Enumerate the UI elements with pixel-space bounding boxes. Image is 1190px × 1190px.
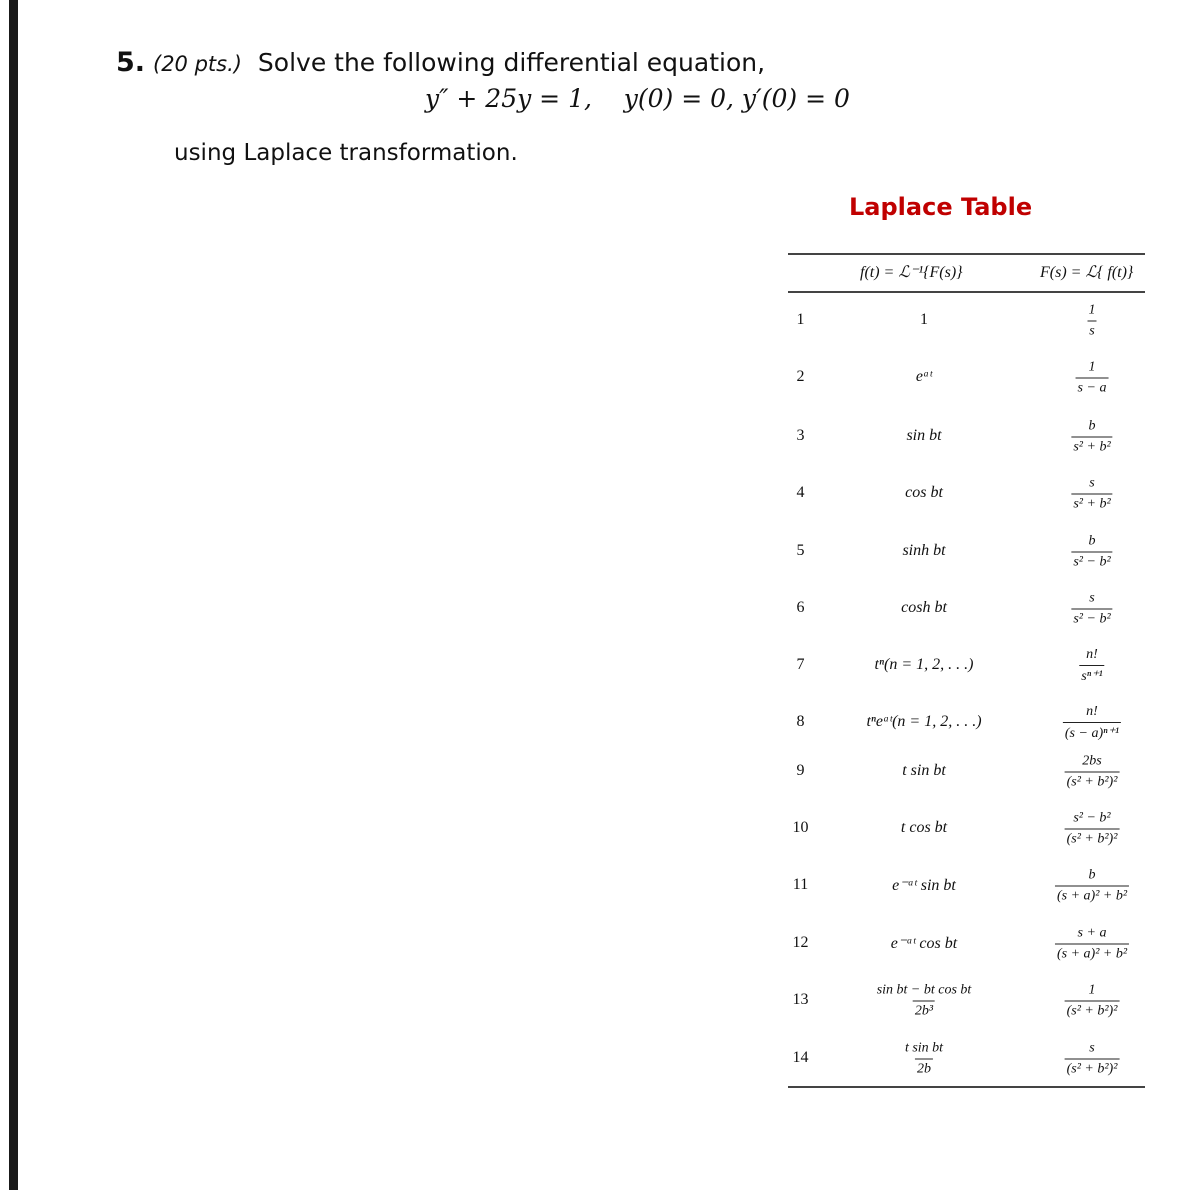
row-number: 3 <box>796 427 805 444</box>
f-expression: t cos bt <box>900 819 948 836</box>
F-denominator: s <box>1087 321 1096 340</box>
F-cell <box>1071 417 1112 456</box>
differential-equation: y″ + 25y = 1, <box>425 84 592 113</box>
f-expression: tⁿeᵃᵗ(n = 1, 2, . . .) <box>866 713 982 730</box>
f-expression: t sin bt <box>902 762 946 779</box>
F-fraction <box>1071 419 1112 456</box>
table-row <box>788 352 1145 402</box>
row-number: 6 <box>796 599 805 616</box>
table-bottom-rule <box>788 1086 1145 1088</box>
table-row <box>788 583 1145 633</box>
f-cell <box>875 981 974 1020</box>
f-cell <box>920 311 928 329</box>
F-cell <box>1071 532 1112 571</box>
row-number: 2 <box>796 368 805 385</box>
F-numerator: 1 <box>1088 302 1096 318</box>
F-numerator: 2bs <box>1082 753 1102 769</box>
F-fraction <box>1071 534 1112 571</box>
table-row <box>788 1033 1145 1083</box>
F-denominator: sⁿ⁺¹ <box>1079 665 1104 685</box>
row-number: 10 <box>792 819 809 836</box>
F-denominator: (s + a)² + b² <box>1055 944 1129 963</box>
F-numerator: s² − b² <box>1073 810 1111 826</box>
f-cell <box>866 713 981 731</box>
F-numerator: s + a <box>1077 925 1107 941</box>
F-cell <box>1087 301 1098 340</box>
equation-line <box>425 84 850 113</box>
f-numerator: t sin bt <box>904 1040 944 1056</box>
f-denominator: 2b <box>915 1059 933 1078</box>
F-fraction <box>1071 476 1112 513</box>
table-row <box>788 468 1145 518</box>
F-denominator: s² − b² <box>1071 552 1112 571</box>
F-cell <box>1065 809 1120 848</box>
table-row <box>788 295 1145 345</box>
row-number: 7 <box>796 656 805 673</box>
f-cell <box>902 762 946 780</box>
F-numerator: 1 <box>1088 359 1096 375</box>
f-expression: e⁻ᵃᵗ sin bt <box>892 877 956 894</box>
table-row <box>788 526 1145 576</box>
F-fraction <box>1087 303 1098 340</box>
f-cell <box>905 484 943 502</box>
F-fraction <box>1076 360 1109 397</box>
f-expression: eᵃᵗ <box>915 368 933 385</box>
f-cell <box>916 368 932 386</box>
F-cell <box>1076 358 1109 397</box>
F-numerator: b <box>1088 867 1096 883</box>
F-fraction <box>1065 1041 1120 1078</box>
F-denominator: s² − b² <box>1071 609 1112 628</box>
f-expression: sin bt <box>906 427 942 444</box>
table-row <box>788 746 1145 796</box>
table-row <box>788 697 1145 747</box>
question-prompt: Solve the following differential equation, <box>257 48 766 77</box>
f-fraction <box>903 1041 945 1078</box>
F-numerator: 1 <box>1088 982 1096 998</box>
F-denominator: (s² + b²)² <box>1065 1001 1120 1020</box>
table-row <box>788 860 1145 910</box>
f-expression: cosh bt <box>901 599 947 616</box>
row-number: 4 <box>796 484 805 501</box>
table-header-rule <box>788 291 1145 293</box>
F-denominator: s − a <box>1076 378 1109 397</box>
F-cell <box>1055 866 1129 905</box>
F-numerator: b <box>1088 418 1096 434</box>
table-row <box>788 975 1145 1025</box>
table-row <box>788 411 1145 461</box>
f-numerator: sin bt − bt cos bt <box>876 982 972 998</box>
F-fraction <box>1065 983 1120 1020</box>
F-fraction <box>1079 647 1104 685</box>
table-top-rule <box>788 253 1145 255</box>
f-expression: tⁿ(n = 1, 2, . . .) <box>874 656 974 673</box>
header-inverse: f(t) = ℒ⁻¹{F(s)} <box>860 264 963 281</box>
F-numerator: s <box>1089 1040 1095 1056</box>
F-cell <box>1071 474 1112 513</box>
left-border <box>9 0 18 1190</box>
row-number: 12 <box>792 934 809 951</box>
F-cell <box>1071 589 1112 628</box>
header-forward: F(s) = ℒ{ f(t)} <box>1040 264 1134 281</box>
F-fraction <box>1055 926 1129 963</box>
table-row <box>788 918 1145 968</box>
row-number: 5 <box>796 542 805 559</box>
F-fraction <box>1063 704 1121 742</box>
initial-conditions: y(0) = 0, y′(0) = 0 <box>623 84 850 113</box>
F-fraction <box>1065 811 1120 848</box>
method-text: using Laplace transformation. <box>174 140 518 166</box>
f-expression: sinh bt <box>902 542 946 559</box>
table-title: Laplace Table <box>849 193 1033 221</box>
F-denominator: s² + b² <box>1071 494 1112 513</box>
f-expression: e⁻ᵃᵗ cos bt <box>890 935 958 952</box>
question-line <box>116 47 765 78</box>
f-denominator: 2b³ <box>913 1001 935 1020</box>
f-cell <box>902 542 945 560</box>
f-cell <box>906 427 941 445</box>
row-number: 1 <box>796 311 805 328</box>
row-number: 9 <box>796 762 805 779</box>
F-numerator: n! <box>1086 704 1098 719</box>
row-number: 8 <box>796 713 805 730</box>
f-cell <box>891 933 957 953</box>
F-denominator: (s − a)ⁿ⁺¹ <box>1063 722 1121 742</box>
F-denominator: (s + a)² + b² <box>1055 886 1129 905</box>
F-fraction <box>1055 868 1129 905</box>
F-denominator: s² + b² <box>1071 437 1112 456</box>
f-cell <box>903 1039 945 1078</box>
table-row <box>788 640 1145 690</box>
F-denominator: (s² + b²)² <box>1065 1059 1120 1078</box>
row-number: 11 <box>792 876 809 893</box>
F-cell <box>1065 981 1120 1020</box>
row-number: 14 <box>792 1049 809 1066</box>
F-cell <box>1065 1039 1120 1078</box>
F-denominator: (s² + b²)² <box>1065 829 1120 848</box>
f-cell <box>901 599 947 617</box>
F-numerator: s <box>1089 590 1095 606</box>
F-numerator: b <box>1088 533 1096 549</box>
F-cell <box>1079 645 1104 685</box>
F-cell <box>1063 702 1121 742</box>
F-fraction <box>1065 754 1120 791</box>
row-number: 13 <box>792 991 809 1008</box>
F-fraction <box>1071 591 1112 628</box>
f-fraction <box>875 983 974 1020</box>
table-row <box>788 803 1145 853</box>
f-cell <box>901 819 947 837</box>
f-expression: 1 <box>920 311 928 328</box>
F-cell <box>1055 924 1129 963</box>
F-denominator: (s² + b²)² <box>1065 772 1120 791</box>
f-expression: cos bt <box>905 484 943 501</box>
question-points: (20 pts.) <box>153 52 242 76</box>
f-cell <box>892 875 956 895</box>
F-numerator: n! <box>1086 647 1098 662</box>
F-cell <box>1065 752 1120 791</box>
f-cell <box>875 656 974 674</box>
F-numerator: s <box>1089 475 1095 491</box>
question-number: 5. <box>116 47 146 78</box>
